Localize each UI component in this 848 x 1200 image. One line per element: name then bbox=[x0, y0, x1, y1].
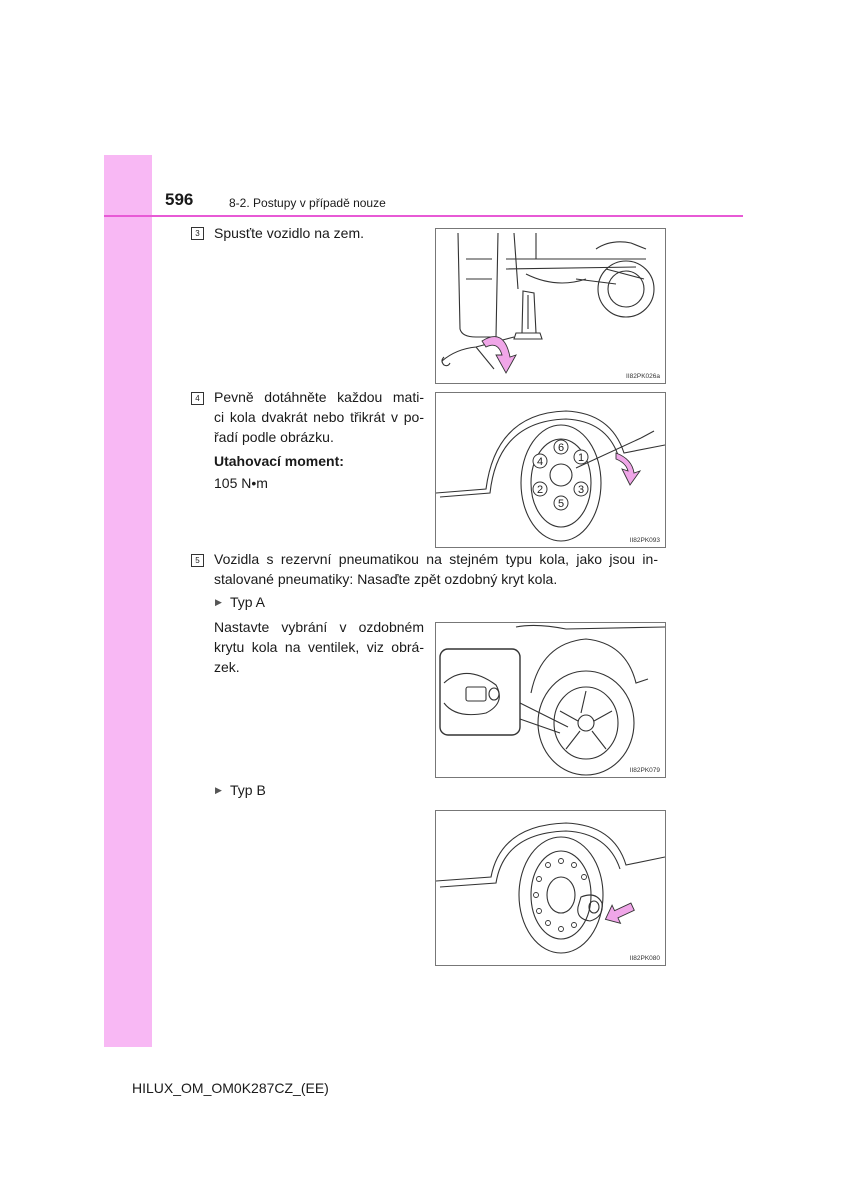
section-title: 8-2. Postupy v případě nouze bbox=[229, 196, 386, 210]
cap-type-a-illustration bbox=[436, 623, 665, 777]
type-a-text-line-2: krytu kola na ventilek, viz obrá- bbox=[214, 639, 424, 655]
step-3-number: 3 bbox=[191, 227, 204, 240]
step-5-text-line-2: stalované pneumatiky: Nasaďte zpět ozdobný kryt kola. bbox=[214, 571, 558, 587]
figure-cap-type-a bbox=[435, 622, 666, 778]
step-4-text-line-1: Pevně dotáhněte každou mati- bbox=[214, 389, 424, 405]
header-rule bbox=[104, 215, 743, 217]
step-5-text-line-1: Vozidla s rezervní pneumatikou na stejném typu kola, jako jsou in- bbox=[214, 551, 658, 567]
nut-number-5: 5 bbox=[557, 498, 565, 510]
figure-code: II82PK093 bbox=[629, 537, 660, 544]
step-4-number: 4 bbox=[191, 392, 204, 405]
torque-label: Utahovací moment: bbox=[214, 453, 344, 469]
wheel-nut-order-illustration bbox=[436, 393, 665, 547]
figure-cap-type-b bbox=[435, 810, 666, 966]
page-number: 596 bbox=[165, 190, 194, 209]
figure-code: II82PK080 bbox=[629, 955, 660, 962]
type-b-label: Typ B bbox=[230, 782, 266, 798]
nut-number-6: 6 bbox=[557, 442, 565, 454]
triangle-bullet-icon: ▶ bbox=[215, 597, 222, 607]
step-4-text-line-3: řadí podle obrázku. bbox=[214, 429, 334, 445]
figure-tighten-nuts bbox=[435, 392, 666, 548]
triangle-bullet-icon: ▶ bbox=[215, 785, 222, 795]
step-5-number: 5 bbox=[191, 554, 204, 567]
nut-number-2: 2 bbox=[536, 484, 544, 496]
side-tab-band bbox=[104, 155, 152, 1047]
type-a-label: Typ A bbox=[230, 594, 266, 610]
type-a-text-line-1: Nastavte vybrání v ozdobném bbox=[214, 619, 424, 635]
torque-value: 105 N•m bbox=[214, 475, 268, 491]
step-3-text: Spusťte vozidlo na zem. bbox=[214, 225, 364, 241]
nut-number-4: 4 bbox=[536, 456, 544, 468]
cap-type-b-illustration bbox=[436, 811, 665, 965]
nut-number-3: 3 bbox=[577, 484, 585, 496]
document-code-footer: HILUX_OM_OM0K287CZ_(EE) bbox=[132, 1080, 329, 1096]
figure-code: II82PK079 bbox=[629, 767, 660, 774]
nut-number-1: 1 bbox=[577, 452, 585, 464]
type-a-text-line-3: zek. bbox=[214, 659, 240, 675]
figure-lower-vehicle bbox=[435, 228, 666, 384]
lower-vehicle-illustration bbox=[436, 229, 665, 383]
step-4-text-line-2: ci kola dvakrát nebo třikrát v po- bbox=[214, 409, 424, 425]
figure-code: II82PK026a bbox=[626, 373, 660, 380]
